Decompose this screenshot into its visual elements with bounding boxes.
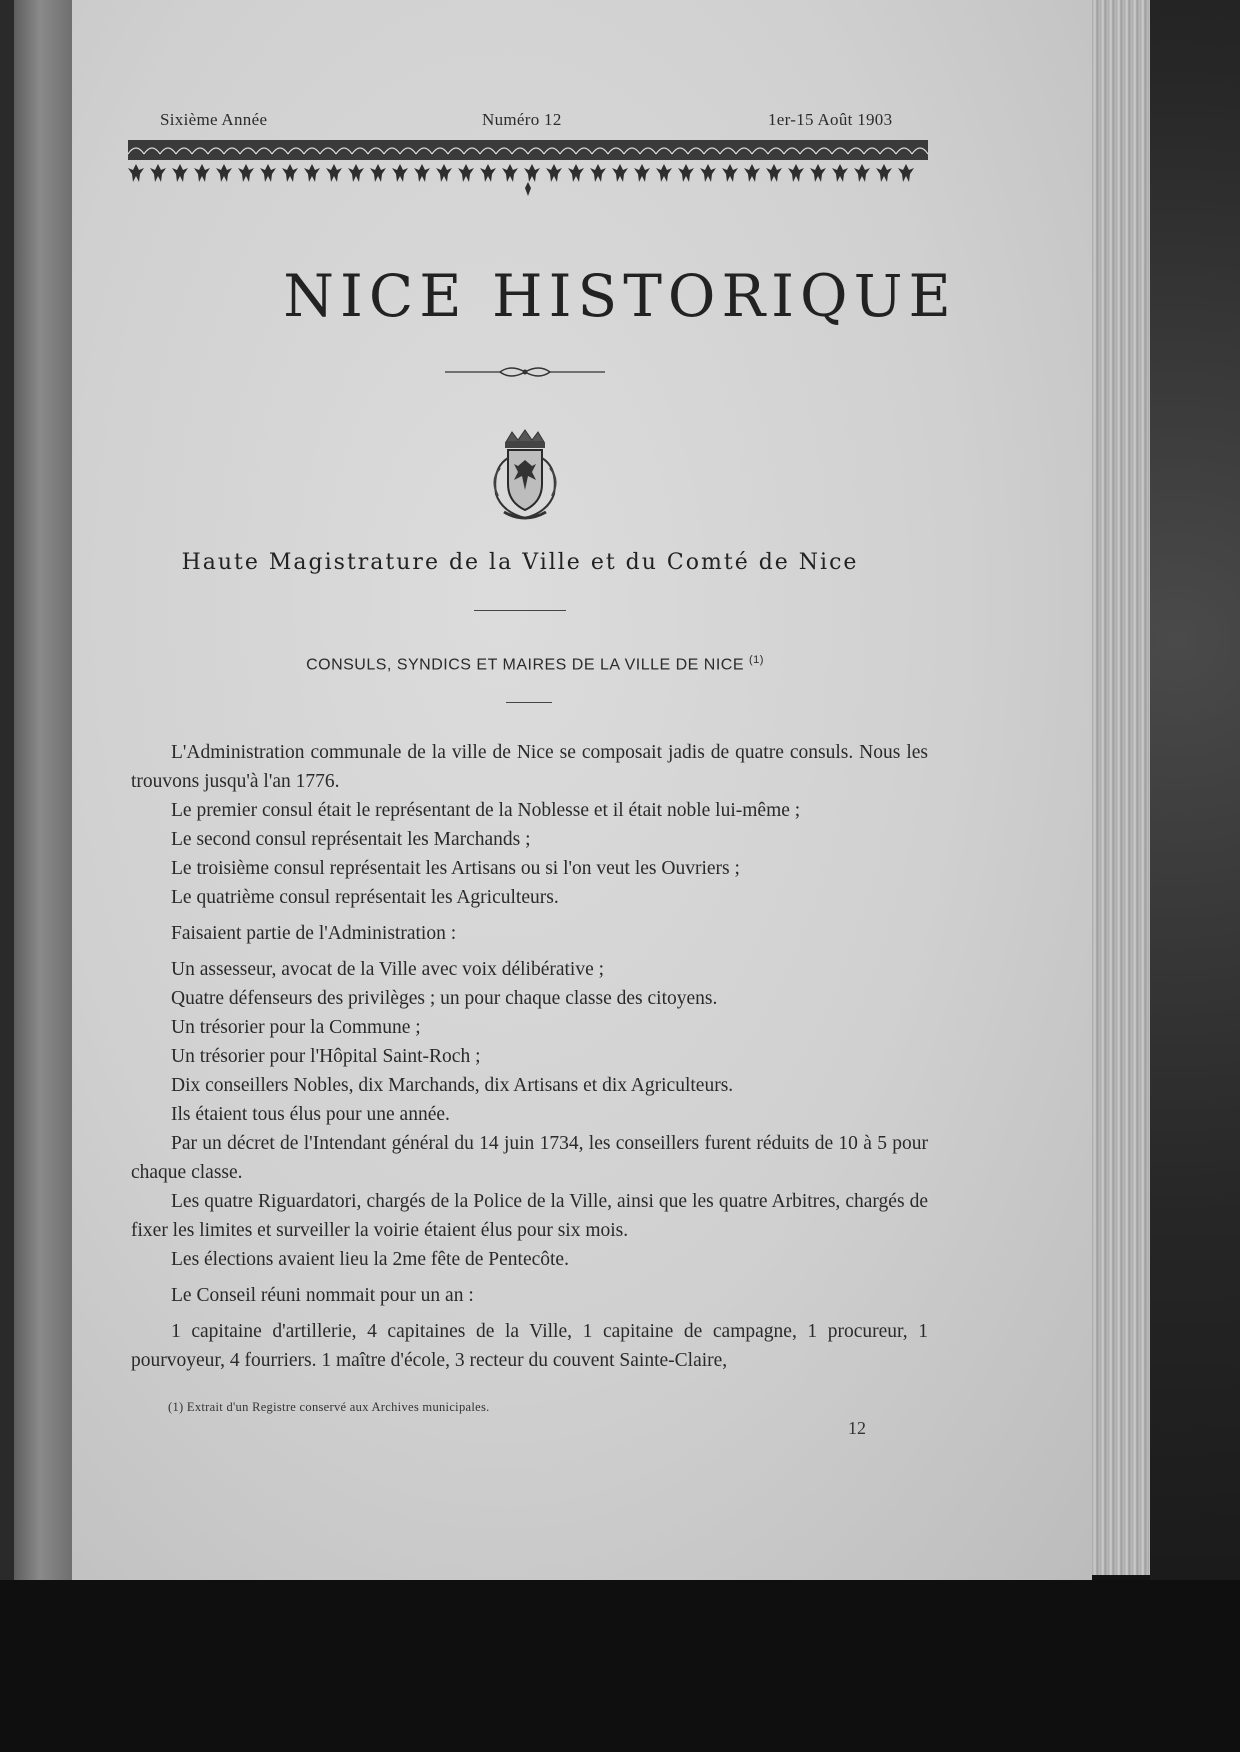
- paragraph: Le Conseil réuni nommait pour un an :: [171, 1285, 474, 1306]
- paragraph: L'Administration communale de la ville de Nice se composait jadis de quatre consuls. Nous les trouvons jusqu'à l'an 1776.: [131, 742, 928, 792]
- page-block-edges: [1092, 0, 1150, 1575]
- decorative-border: [128, 140, 928, 196]
- paragraph: Le quatrième consul représentait les Agriculteurs.: [171, 887, 559, 908]
- paragraph: Un trésorier pour la Commune ;: [171, 1017, 421, 1038]
- paragraph: Un assesseur, avocat de la Ville avec voix délibérative ;: [171, 959, 605, 980]
- section-rule: [506, 702, 552, 703]
- paragraph: Le troisième consul représentait les Artisans ou si l'on veut les Ouvriers ;: [171, 858, 740, 879]
- subtitle-rule: [474, 610, 566, 611]
- section-heading-text: CONSULS, SYNDICS ET MAIRES DE LA VILLE DE NICE: [306, 656, 745, 674]
- book-cover: [1150, 0, 1240, 1600]
- header-year: Sixième Année: [160, 110, 268, 129]
- ornament-divider: [445, 362, 605, 382]
- paragraph: Faisaient partie de l'Administration :: [171, 923, 457, 944]
- header-number: Numéro 12: [482, 110, 562, 129]
- paragraph: Ils étaient tous élus pour une année.: [171, 1104, 450, 1125]
- paragraph: Le premier consul était le représentant de la Noblesse et il était noble lui-même ;: [171, 800, 801, 821]
- paragraph: 1 capitaine d'artillerie, 4 capitaines de la Ville, 1 capitaine de campagne, 1 procureur, 1 pourvoyeur, 4 fourriers. 1 maître d'école, 3 recteur du couvent Sainte-Claire,: [131, 1321, 928, 1371]
- paragraph: Quatre défenseurs des privilèges ; un pour chaque classe des citoyens.: [171, 988, 718, 1009]
- section-heading: [0, 654, 1070, 674]
- masthead-title: NICE HISTORIQUE: [283, 262, 957, 330]
- scan-background: [0, 1580, 1240, 1752]
- book-spine-shadow: [0, 0, 14, 1590]
- footnote: (1) Extrait d'un Registre conservé aux Archives municipales.: [168, 1400, 490, 1414]
- paragraph: Les élections avaient lieu la 2me fête de Pentecôte.: [171, 1249, 569, 1270]
- article-body: [131, 738, 928, 1375]
- section-note-mark: (1): [748, 654, 764, 666]
- coat-of-arms-icon: [478, 428, 572, 526]
- page-number: 12: [848, 1418, 866, 1438]
- paragraph: Un trésorier pour l'Hôpital Saint-Roch ;: [171, 1046, 481, 1067]
- paragraph: Dix conseillers Nobles, dix Marchands, dix Artisans et dix Agriculteurs.: [171, 1075, 734, 1096]
- paragraph: Par un décret de l'Intendant général du 14 juin 1734, les conseillers furent réduits de 10 à 5 pour chaque classe.: [131, 1133, 928, 1183]
- paragraph: Le second consul représentait les Marchands ;: [171, 829, 531, 850]
- facing-page-edge: [14, 0, 72, 1590]
- article-subtitle: Haute Magistrature de la Ville et du Comté de Nice: [181, 550, 859, 575]
- header-date: 1er-15 Août 1903: [768, 110, 893, 129]
- paragraph: Les quatre Riguardatori, chargés de la Police de la Ville, ainsi que les quatre Arbitres, chargés de fixer les limites et surveiller la voirie étaient élus pour six mois.: [131, 1191, 928, 1241]
